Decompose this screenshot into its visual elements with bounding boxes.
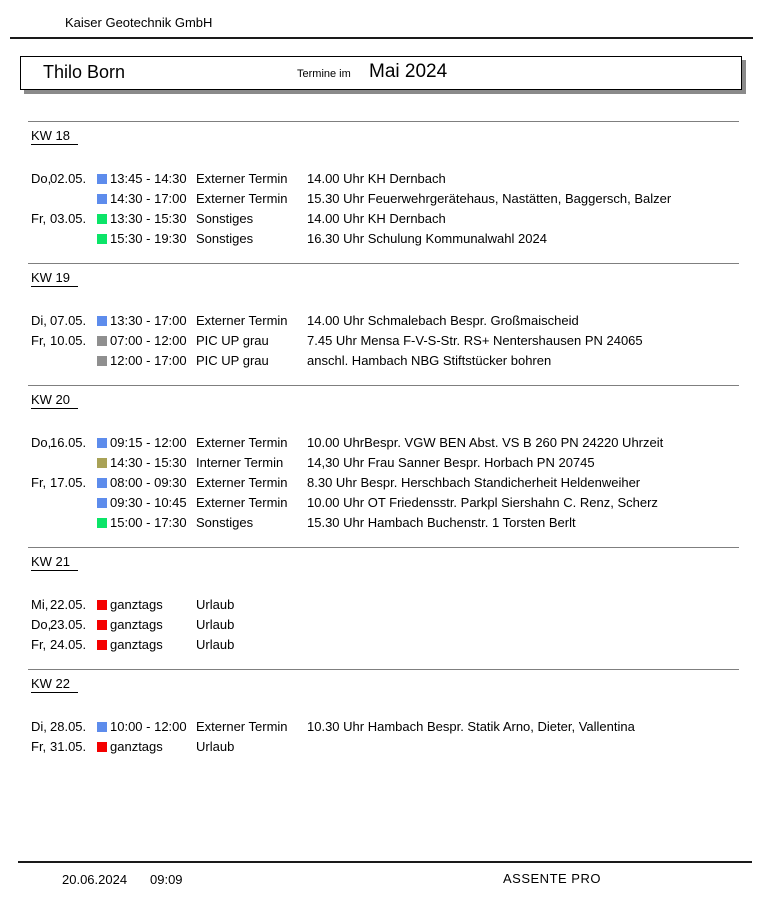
appointment-description: 14.00 Uhr KH Dernbach: [307, 171, 446, 186]
category-color-square: [97, 458, 107, 468]
title-box: [20, 56, 742, 90]
appointment-row: [28, 209, 739, 229]
category-color-square: [97, 640, 107, 650]
category-color-square: [97, 600, 107, 610]
appointment-time: ganztags: [110, 637, 163, 652]
week-rows: [28, 169, 739, 249]
appointment-weekday: Fr,: [31, 475, 47, 490]
appointment-time: ganztags: [110, 617, 163, 632]
appointment-date: 23.05.: [50, 617, 87, 632]
appointment-row: [28, 635, 739, 655]
week-rows: [28, 433, 739, 533]
appointment-time: 15:00 - 17:30: [110, 515, 187, 530]
week-section: [28, 121, 739, 263]
appointment-date: 17.05.: [50, 475, 87, 490]
appointment-description: 10.30 Uhr Hambach Bespr. Statik Arno, Dieter, Vallentina: [307, 719, 635, 734]
appointment-row: [28, 189, 739, 209]
title-month: Mai 2024: [369, 61, 448, 82]
appointment-date: 22.05.: [50, 597, 87, 612]
category-color-square: [97, 194, 107, 204]
appointment-weekday: Fr,: [31, 637, 47, 652]
category-color-square: [97, 174, 107, 184]
appointment-row: [28, 351, 739, 371]
appointment-weekday: Do,: [31, 435, 52, 450]
week-section: [28, 669, 739, 771]
appointment-category: Externer Termin: [196, 171, 288, 186]
category-color-square: [97, 214, 107, 224]
appointment-date: 03.05.: [50, 211, 87, 226]
appointment-date: 31.05.: [50, 739, 87, 754]
week-label: KW 18: [31, 129, 78, 145]
appointment-description: 16.30 Uhr Schulung Kommunalwahl 2024: [307, 231, 547, 246]
footer-rule: [18, 861, 752, 863]
appointment-row: [28, 331, 739, 351]
appointment-date: 16.05.: [50, 435, 87, 450]
title-prefix: Termine im: [297, 68, 351, 80]
print-time: 09:09: [150, 872, 183, 887]
appointment-row: [28, 615, 739, 635]
appointment-date: 28.05.: [50, 719, 87, 734]
appointment-row: [28, 493, 739, 513]
appointment-description: 14.00 Uhr KH Dernbach: [307, 211, 446, 226]
appointment-time: 10:00 - 12:00: [110, 719, 187, 734]
appointment-time: ganztags: [110, 597, 163, 612]
appointment-description: 14.00 Uhr Schmalebach Bespr. Großmaischeid: [307, 313, 579, 328]
appointment-time: 13:30 - 17:00: [110, 313, 187, 328]
app-name: ASSENTE PRO: [503, 871, 601, 886]
appointment-category: Externer Termin: [196, 475, 288, 490]
week-rows: [28, 595, 739, 655]
appointment-category: Urlaub: [196, 637, 235, 652]
appointment-date: 24.05.: [50, 637, 87, 652]
appointment-row: [28, 169, 739, 189]
company-name: Kaiser Geotechnik GmbH: [65, 15, 213, 30]
appointment-description: 15.30 Uhr Feuerwehrgerätehaus, Nastätten, Baggersch, Balzer: [307, 191, 672, 206]
appointment-row: [28, 433, 739, 453]
appointment-category: Externer Termin: [196, 313, 288, 328]
week-label: KW 19: [31, 271, 78, 287]
appointment-category: Urlaub: [196, 617, 235, 632]
category-color-square: [97, 742, 107, 752]
category-color-square: [97, 498, 107, 508]
appointment-row: [28, 717, 739, 737]
category-color-square: [97, 438, 107, 448]
print-date: 20.06.2024: [62, 872, 128, 887]
appointment-time: 15:30 - 19:30: [110, 231, 187, 246]
appointment-date: 10.05.: [50, 333, 87, 348]
appointment-row: [28, 453, 739, 473]
appointment-category: PIC UP grau: [196, 333, 269, 348]
appointment-description: 10.00 Uhr OT Friedensstr. Parkpl Siershahn C. Renz, Scherz: [307, 495, 658, 510]
appointment-time: 09:30 - 10:45: [110, 495, 187, 510]
appointment-category: Externer Termin: [196, 435, 288, 450]
appointment-row: [28, 737, 739, 757]
appointment-category: Urlaub: [196, 739, 235, 754]
appointment-category: PIC UP grau: [196, 353, 269, 368]
appointment-description: 7.45 Uhr Mensa F-V-S-Str. RS+ Nentershausen PN 24065: [307, 333, 643, 348]
appointment-description: 15.30 Uhr Hambach Buchenstr. 1 Torsten Berlt: [307, 515, 576, 530]
appointment-category: Urlaub: [196, 597, 235, 612]
person-name: Thilo Born: [43, 62, 126, 82]
week-rows: [28, 311, 739, 371]
appointment-time: ganztags: [110, 739, 163, 754]
appointment-time: 08:00 - 09:30: [110, 475, 187, 490]
header-rule: [10, 37, 753, 39]
appointment-weekday: Fr,: [31, 739, 47, 754]
appointment-time: 13:30 - 15:30: [110, 211, 187, 226]
appointment-weekday: Di,: [31, 719, 47, 734]
appointment-description: 10.00 UhrBespr. VGW BEN Abst. VS B 260 PN 24220 Uhrzeit: [307, 435, 664, 450]
appointment-category: Interner Termin: [196, 455, 284, 470]
category-color-square: [97, 722, 107, 732]
appointment-date: 02.05.: [50, 171, 87, 186]
category-color-square: [97, 620, 107, 630]
appointment-weekday: Di,: [31, 313, 47, 328]
appointment-description: anschl. Hambach NBG Stiftstücker bohren: [307, 353, 552, 368]
appointment-time: 09:15 - 12:00: [110, 435, 187, 450]
week-section: [28, 263, 739, 385]
week-label: KW 21: [31, 555, 78, 571]
appointment-description: 8.30 Uhr Bespr. Herschbach Standicherheit Heldenweiher: [307, 475, 641, 490]
appointment-category: Sonstiges: [196, 211, 254, 226]
appointment-time: 14:30 - 15:30: [110, 455, 187, 470]
category-color-square: [97, 316, 107, 326]
appointment-category: Sonstiges: [196, 231, 254, 246]
appointment-weekday: Do,: [31, 171, 52, 186]
week-label: KW 20: [31, 393, 78, 409]
week-label: KW 22: [31, 677, 78, 693]
category-color-square: [97, 478, 107, 488]
appointment-description: 14,30 Uhr Frau Sanner Bespr. Horbach PN 20745: [307, 455, 595, 470]
appointment-weekday: Mi,: [31, 597, 49, 612]
appointment-weekday: Fr,: [31, 333, 47, 348]
week-section: [28, 385, 739, 547]
appointment-row: [28, 473, 739, 493]
appointment-time: 14:30 - 17:00: [110, 191, 187, 206]
appointment-category: Externer Termin: [196, 191, 288, 206]
appointment-row: [28, 513, 739, 533]
appointment-time: 13:45 - 14:30: [110, 171, 187, 186]
category-color-square: [97, 234, 107, 244]
weeks-list: [0, 121, 780, 771]
category-color-square: [97, 518, 107, 528]
appointment-time: 07:00 - 12:00: [110, 333, 187, 348]
appointment-row: [28, 595, 739, 615]
appointment-category: Sonstiges: [196, 515, 254, 530]
appointment-category: Externer Termin: [196, 495, 288, 510]
category-color-square: [97, 356, 107, 366]
category-color-square: [97, 336, 107, 346]
appointment-category: Externer Termin: [196, 719, 288, 734]
appointment-row: [28, 229, 739, 249]
appointment-weekday: Do,: [31, 617, 52, 632]
appointment-time: 12:00 - 17:00: [110, 353, 187, 368]
week-section: [28, 547, 739, 669]
appointment-row: [28, 311, 739, 331]
appointment-date: 07.05.: [50, 313, 87, 328]
week-rows: [28, 717, 739, 757]
appointment-weekday: Fr,: [31, 211, 47, 226]
